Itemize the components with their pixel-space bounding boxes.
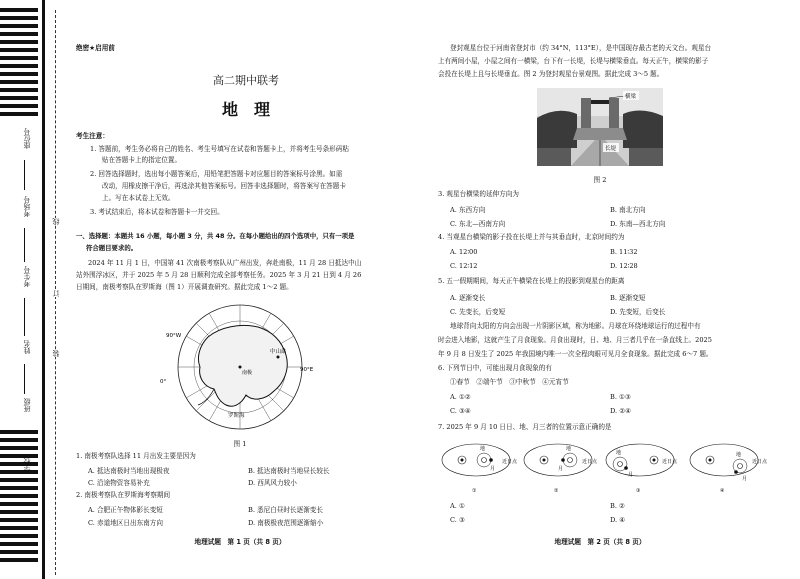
passage-line: 2024 年 11 月 1 日，中国第 41 次南极考察队从广州出发，奔赴南极，11 月 28 日抵达中山 (88, 259, 362, 267)
q1-option-b[interactable]: B. 抵达南极时当地昼长较长 (248, 467, 330, 475)
orbit-diagram-4 (690, 444, 768, 494)
earth-label: 地 (736, 452, 742, 458)
passage2-line: 地球背向太阳的方向会出现一片阴影区域，称为地影。月球在环绕地球运行的过程中有 (450, 322, 701, 330)
cut-mark-bind: 订 (52, 290, 60, 297)
fig1-caption: 图 1 (233, 440, 247, 448)
q2-stem: 2. 南极考察队在罗斯海考察期间 (76, 491, 171, 499)
diagram-number: ② (554, 488, 559, 494)
q4-option-b[interactable]: B. 11∶32 (610, 248, 638, 256)
earth-label: 地 (616, 450, 622, 456)
q2-option-c[interactable]: C. 赤道地区日出东南方向 (88, 519, 163, 527)
passage2-line: 时会进入地影，这就产生了月食现象。月食出现时，日、地、月三者几乎在一条直线上。2025 (438, 336, 712, 344)
map-label-zero: 0° (160, 379, 167, 385)
earth-label: 地 (566, 446, 572, 452)
q1-stem: 1. 南极考察队选择 11 月出发主要是因为 (76, 452, 196, 460)
q6-option-d[interactable]: D. ②④ (610, 407, 632, 415)
q7-stem: 7. 2025 年 9 月 10 日日、地、月三者的位置示意正确的是 (438, 423, 612, 431)
map-label-90e: 90°E (300, 367, 314, 373)
field-room: 考场号 (23, 196, 31, 217)
q5-option-a[interactable]: A. 逐渐变长 (450, 294, 486, 302)
q4-option-d[interactable]: D. 12∶28 (610, 262, 638, 270)
intro-line: 上有两间小屋，小屋之间有一横梁，台下有一长堤，长堤与横梁垂直。每天正午，横梁的影子 (438, 57, 709, 65)
passage-line: 日期间，南极考察队在罗斯海（图 1）开展调查研究。据此完成 1～2 题。 (76, 283, 293, 291)
moon-label: 月 (490, 466, 496, 472)
q2-option-d[interactable]: D. 南极极夜范围逐渐缩小 (248, 519, 324, 527)
q1-option-a[interactable]: A. 抵达南极时当地出现极夜 (88, 467, 170, 475)
q3-option-c[interactable]: C. 东北—西南方向 (450, 220, 506, 228)
notice-line: 贴在答题卡上的指定位置。 (102, 156, 182, 164)
passage2-line: 年 9 月 8 日发生了 2025 年我国境内唯一一次全程肉眼可见月全食现象。据此完成 6～7 题。 (438, 350, 713, 358)
moon-label: 月 (628, 472, 634, 478)
q6-option-a[interactable]: A. ①② (450, 393, 471, 401)
earth-label: 地 (480, 446, 486, 452)
notice-line: 3. 考试结束后，将本试卷和答题卡一并交回。 (90, 208, 224, 216)
q3-option-d[interactable]: D. 东南—西北方向 (610, 220, 666, 228)
q3-option-a[interactable]: A. 东西方向 (450, 206, 486, 214)
photo-label-dike: 长堤 (605, 146, 617, 152)
q6-items: ①春节 ②端午节 ③中秋节 ④元宵节 (450, 378, 569, 386)
q6-option-b[interactable]: B. ①③ (610, 393, 631, 401)
q4-option-c[interactable]: C. 12∶12 (450, 262, 478, 270)
q3-option-b[interactable]: B. 南北方向 (610, 206, 646, 214)
q7-option-a[interactable]: A. ① (450, 502, 465, 510)
exam-title: 高二期中联考 (213, 74, 279, 87)
confidential-mark: 绝密★启用前 (76, 44, 115, 52)
map-label-south-pole: 南极 (242, 370, 253, 376)
q2-option-a[interactable]: A. 合肥正午物体影长变短 (88, 506, 163, 514)
map-label-zhongshan: 中山站 (270, 349, 287, 355)
intro-line: 会投在长堤上且与长堤垂直。图 2 为登封观星台景观图。据此完成 3～5 题。 (438, 70, 664, 78)
q5-stem: 5. 五一假期期间，每天正午横梁在长堤上的投影到观星台的距离 (438, 277, 625, 285)
section-heading: 一、选择题：本题共 16 小题，每小题 3 分，共 48 分。在每小题给出的四个选项中，只有一项是 (76, 232, 355, 240)
q5-option-d[interactable]: D. 先变短，后变长 (610, 308, 666, 316)
q6-stem: 6. 下列节日中，可能出现月食现象的有 (438, 364, 552, 372)
notice-heading: 考生注意： (76, 132, 109, 140)
field-examno: 考生号 (23, 266, 31, 287)
q5-option-c[interactable]: C. 先变长，后变短 (450, 308, 506, 316)
passage-line: 站外围浮冰区，并于 2025 年 5 月 28 日顺利完成全部考察任务。2025 年 3 月 21 日到 4 月 26 (76, 271, 362, 279)
field-class: 班级 (23, 398, 31, 412)
notice-line: 上。写在本试卷上无效。 (102, 194, 175, 202)
perihelion-label: 近日点 (662, 459, 678, 465)
field-school: 学校 (23, 458, 31, 472)
field-name: 姓名 (23, 340, 31, 354)
diagram-number: ③ (636, 488, 641, 494)
q4-option-a[interactable]: A. 12∶00 (450, 248, 478, 256)
fig2-caption: 图 2 (593, 176, 607, 184)
observatory-photo (537, 88, 663, 166)
q5-option-b[interactable]: B. 逐渐变短 (610, 294, 646, 302)
cut-mark-line: 线 (52, 218, 60, 225)
moon-label: 月 (742, 476, 748, 482)
antarctica-map (160, 297, 320, 439)
q7-option-d[interactable]: D. ④ (610, 516, 626, 524)
diagram-number: ① (472, 488, 477, 494)
photo-label-beam: 横梁 (625, 94, 637, 100)
field-seat: 座位号 (23, 128, 31, 149)
orbit-diagram-2 (524, 444, 598, 494)
q1-option-c[interactable]: C. 沿途物资容易补充 (88, 479, 150, 487)
intro-line: 登封观星台位于河南省登封市（约 34°N，113°E），是中国现存最古老的天文台。观星台 (450, 44, 712, 52)
diagram-number: ④ (720, 488, 725, 494)
cut-mark-stitch: 装 (52, 350, 60, 357)
notice-line: 改动，用橡皮擦干净后，再选涂其他答案标号。回答非选择题时，将答案写在答题卡 (102, 182, 346, 190)
q6-option-c[interactable]: C. ③④ (450, 407, 471, 415)
perihelion-label: 近日点 (502, 459, 518, 465)
notice-line: 2. 回答选择题时，选出每小题答案后，用铅笔把答题卡对应题目的答案标号涂黑。如需 (90, 170, 343, 178)
left-page-footer: 地理试题 第 1 页（共 8 页） (194, 538, 286, 546)
map-label-rossi: 罗斯海 (228, 413, 245, 419)
q7-option-c[interactable]: C. ③ (450, 516, 465, 524)
q2-option-b[interactable]: B. 悉尼白昼时长逐渐变长 (248, 506, 323, 514)
notice-line: 1. 答题前，考生务必将自己的姓名、考生号填写在试卷和答题卡上，并将考生号条形码粘 (90, 145, 349, 153)
perihelion-label: 近日点 (582, 459, 598, 465)
q7-option-b[interactable]: B. ② (610, 502, 625, 510)
perihelion-label: 近日点 (752, 459, 768, 465)
q3-stem: 3. 观星台横梁的延伸方向为 (438, 190, 519, 198)
subject-title: 地 理 (221, 100, 270, 119)
orbit-diagram-3 (606, 444, 678, 494)
orbit-diagram-1 (442, 444, 518, 494)
orbit-diagrams (440, 436, 780, 498)
binding-strip (0, 0, 70, 579)
q4-stem: 4. 当观星台横梁的影子投在长堤上并与其垂直时，北京时间约为 (438, 233, 625, 241)
section-heading-2: 符合题目要求的。 (86, 244, 138, 252)
map-label-90w: 90°W (166, 333, 182, 339)
moon-label: 月 (558, 466, 564, 472)
right-page-footer: 地理试题 第 2 页（共 8 页） (554, 538, 646, 546)
q1-option-d[interactable]: D. 西风风力较小 (248, 479, 297, 487)
